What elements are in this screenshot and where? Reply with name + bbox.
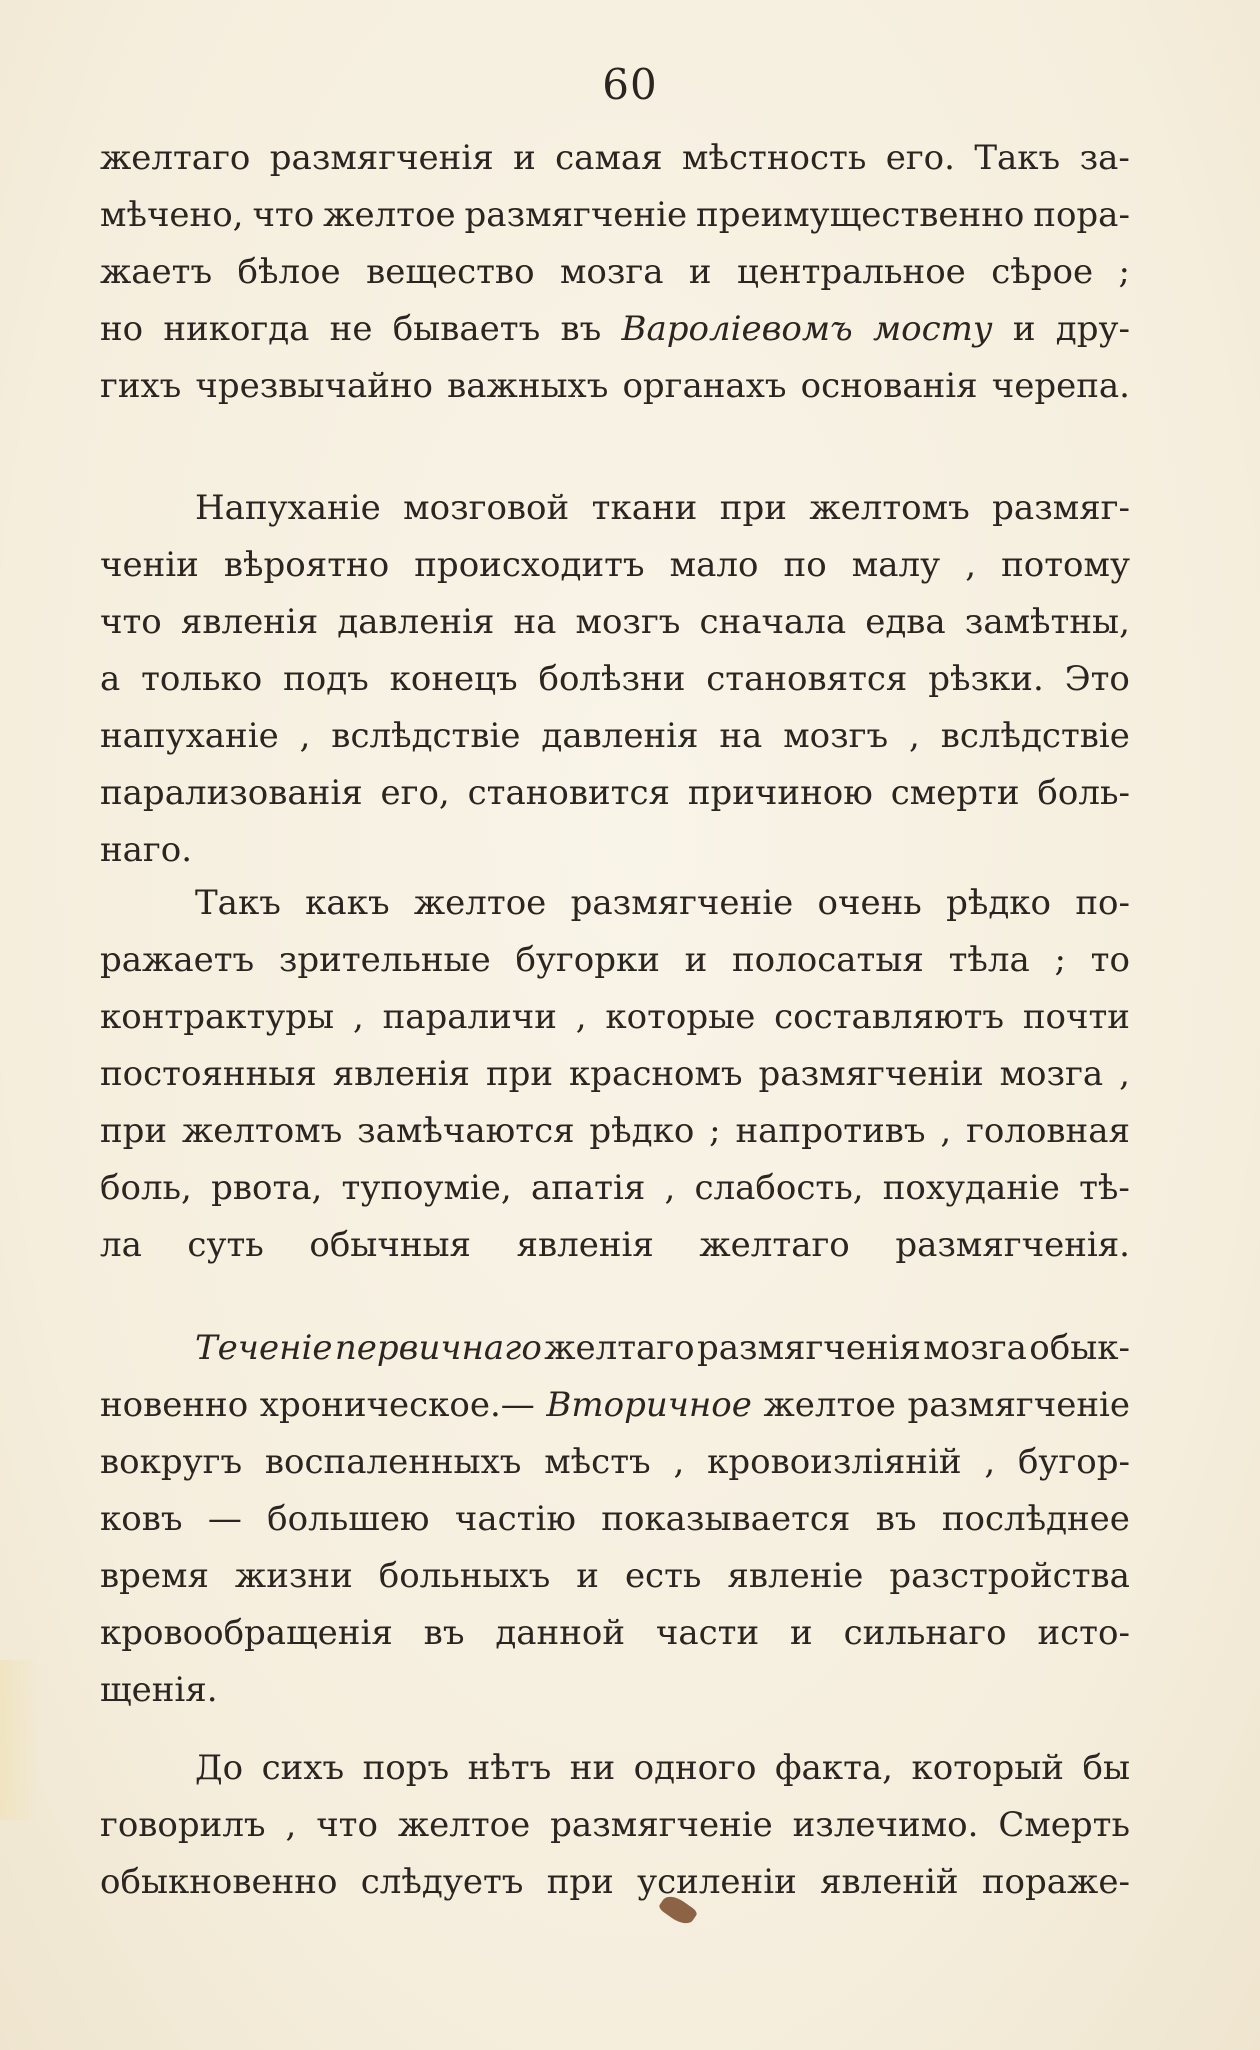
word: больныхъ — [378, 1556, 551, 1596]
word: но — [100, 309, 144, 349]
word: давленія — [337, 602, 495, 642]
word: щенія. — [100, 1670, 218, 1710]
word: рѣдко — [589, 1111, 695, 1151]
text-line — [100, 1320, 1130, 1377]
word: который — [911, 1748, 1064, 1788]
word: явленія — [516, 1225, 654, 1265]
word: , — [352, 997, 364, 1037]
word: напуханіе — [100, 716, 279, 756]
text-line — [100, 1377, 1130, 1434]
word: чрезвычайно — [195, 366, 434, 406]
word: малу — [851, 545, 941, 585]
word: исто- — [1037, 1613, 1130, 1653]
word: есть — [624, 1556, 702, 1596]
word: въ — [560, 309, 602, 349]
word: , — [1119, 1054, 1130, 1094]
paper-stain — [0, 1660, 40, 1820]
text-line — [100, 765, 1130, 822]
word: конецъ — [389, 659, 518, 699]
text-line — [100, 480, 1130, 537]
word: кровообращенія — [100, 1613, 393, 1653]
word: при — [546, 1862, 614, 1902]
word: ни — [569, 1748, 616, 1788]
word: по- — [1075, 883, 1130, 923]
word: Это — [1064, 659, 1130, 699]
word: за- — [1079, 138, 1130, 178]
word: при — [719, 488, 787, 528]
text-line — [100, 594, 1130, 651]
word: излечимо. — [792, 1805, 979, 1845]
word: послѣднее — [941, 1499, 1130, 1539]
text-line — [100, 822, 1130, 879]
word: , — [299, 716, 311, 756]
word: , — [575, 997, 587, 1037]
text-line — [100, 1434, 1130, 1491]
word: , — [285, 1805, 297, 1845]
text-line — [100, 1548, 1130, 1605]
word: говорилъ — [100, 1805, 266, 1845]
word: мѣстъ — [544, 1442, 651, 1482]
word: мозга — [923, 1328, 1027, 1368]
word: что — [316, 1805, 378, 1845]
word: составляютъ — [774, 997, 1005, 1037]
word: время — [100, 1556, 209, 1596]
word: давленія — [541, 716, 699, 756]
word: явленій — [820, 1862, 959, 1902]
word: потому — [1001, 545, 1130, 585]
word: сихъ — [261, 1748, 345, 1788]
word: частію — [454, 1499, 576, 1539]
word: ченіи — [100, 545, 199, 585]
word: ла — [100, 1225, 142, 1265]
word: размягченія. — [895, 1225, 1130, 1265]
word: вслѣдствіе — [331, 716, 521, 756]
text-line — [100, 130, 1130, 187]
word: обыкновенно — [100, 1862, 338, 1902]
word: ковъ — [100, 1499, 183, 1539]
text-line — [100, 244, 1130, 301]
word: и — [1012, 309, 1036, 349]
word: ; — [1118, 252, 1130, 292]
word: явленія — [180, 602, 319, 642]
word: желтаго — [699, 1225, 850, 1265]
word: рѣдко — [946, 883, 1052, 923]
word: Вароліевомъ — [621, 309, 853, 349]
word: никогда — [163, 309, 310, 349]
word: пораже- — [981, 1862, 1130, 1902]
word: размягченіе — [570, 883, 794, 923]
word: ; — [1054, 940, 1066, 980]
word: полосатыя — [732, 940, 924, 980]
text-line — [100, 537, 1130, 594]
word: что — [100, 602, 162, 642]
text-line — [100, 1740, 1130, 1797]
text-line — [100, 187, 1130, 244]
word: явленія — [332, 1054, 470, 1094]
word: размягченіи — [758, 1054, 984, 1094]
text-line — [100, 708, 1130, 765]
word: жаетъ — [100, 252, 213, 292]
text-line — [100, 1491, 1130, 1548]
word: поръ — [362, 1748, 450, 1788]
word: , — [908, 716, 920, 756]
word: его. — [885, 138, 955, 178]
word: бугорки — [515, 940, 660, 980]
word: , — [940, 1111, 952, 1151]
text-line — [100, 1046, 1130, 1103]
word: и — [513, 138, 536, 178]
word: обык- — [1029, 1328, 1130, 1368]
word: вѣроятно — [223, 545, 390, 585]
word: при — [100, 1111, 168, 1151]
word: тѣ- — [1079, 1168, 1130, 1208]
word: бы — [1082, 1748, 1130, 1788]
word: части — [655, 1613, 760, 1653]
word: Смерть — [998, 1805, 1130, 1845]
word: ткани — [591, 488, 698, 528]
paragraph — [100, 875, 1130, 1274]
text-line — [100, 1605, 1130, 1662]
word: не — [329, 309, 373, 349]
word: , — [664, 1168, 676, 1208]
word: мозговой — [403, 488, 570, 528]
word: по — [783, 545, 827, 585]
paragraph — [100, 1740, 1130, 1911]
text-line — [100, 1217, 1130, 1274]
word: едва — [865, 602, 946, 642]
word: и — [684, 940, 708, 980]
text-line — [100, 1662, 1130, 1719]
word: при — [485, 1054, 554, 1094]
word: параличи — [382, 997, 557, 1037]
word: желтомъ — [181, 1111, 343, 1151]
word: явленіе — [727, 1556, 864, 1596]
word: хроническое.— — [259, 1385, 535, 1425]
word: замѣчаются — [357, 1111, 575, 1151]
word: большею — [267, 1499, 430, 1539]
word: въ — [875, 1499, 917, 1539]
word: мосту — [872, 309, 993, 349]
word: мозга — [999, 1054, 1104, 1094]
word: До — [195, 1748, 244, 1788]
word: бываетъ — [392, 309, 541, 349]
text-line — [100, 1103, 1130, 1160]
word: Такъ — [195, 883, 281, 923]
word: желтомъ — [809, 488, 970, 528]
word: мѣчено, — [100, 195, 244, 235]
word: на — [513, 602, 557, 642]
word: очень — [817, 883, 922, 923]
word: разстройства — [889, 1556, 1130, 1596]
word: рвота, — [211, 1168, 323, 1208]
word: слабость, — [694, 1168, 864, 1208]
text-line — [100, 989, 1130, 1046]
word: подъ — [283, 659, 369, 699]
word: факта, — [774, 1748, 893, 1788]
word: то — [1090, 940, 1130, 980]
page-number: 60 — [602, 60, 658, 109]
word: суть — [187, 1225, 264, 1265]
text-line — [100, 1854, 1130, 1911]
word: парализованія — [100, 773, 363, 813]
word: размягченія — [269, 138, 494, 178]
text-line — [100, 932, 1130, 989]
word: зрительные — [278, 940, 491, 980]
word: причиною — [687, 773, 873, 813]
word: гихъ — [100, 366, 182, 406]
word: первичнаго — [334, 1328, 542, 1368]
word: которые — [605, 997, 756, 1037]
word: какъ — [305, 883, 390, 923]
word: желтаго — [544, 1328, 695, 1368]
word: вслѣдствіе — [940, 716, 1130, 756]
word: черепа. — [991, 366, 1130, 406]
word: смерти — [890, 773, 1020, 813]
word: тѣла — [948, 940, 1030, 980]
word: замѣтны, — [964, 602, 1130, 642]
word: усиленіи — [637, 1862, 797, 1902]
word: размягченіе — [907, 1385, 1130, 1425]
word: напротивъ — [735, 1111, 926, 1151]
word: что — [252, 195, 315, 235]
word: и — [688, 252, 712, 292]
word: , — [984, 1442, 996, 1482]
word: головная — [966, 1111, 1130, 1151]
paragraph — [100, 130, 1130, 415]
word: размяг- — [992, 488, 1130, 528]
text-line — [100, 301, 1130, 358]
word: мозгъ — [783, 716, 889, 756]
word: мозга — [559, 252, 664, 292]
word: происходитъ — [414, 545, 645, 585]
paragraph — [100, 480, 1130, 879]
word: обычныя — [309, 1225, 471, 1265]
word: ; — [709, 1111, 721, 1151]
word: новенно — [100, 1385, 249, 1425]
word: постоянныя — [100, 1054, 317, 1094]
word: боль- — [1037, 773, 1130, 813]
word: , — [673, 1442, 685, 1482]
word: размягченія — [697, 1328, 921, 1368]
word: Вторичное — [546, 1385, 752, 1425]
word: важныхъ — [447, 366, 609, 406]
word: сначала — [699, 602, 847, 642]
word: центральное — [736, 252, 966, 292]
word: преимущественно — [696, 195, 1025, 235]
word: бугор- — [1017, 1442, 1130, 1482]
word: мозгъ — [575, 602, 681, 642]
word: рѣзки. — [928, 659, 1044, 699]
word: — — [207, 1499, 242, 1539]
word: желтое — [413, 883, 547, 923]
paragraph — [100, 1320, 1130, 1719]
word: почти — [1022, 997, 1130, 1037]
text-line — [100, 1160, 1130, 1217]
text-line — [100, 1797, 1130, 1854]
text-line — [100, 651, 1130, 708]
word: сѣрое — [991, 252, 1094, 292]
word: органахъ — [622, 366, 787, 406]
word: воспаленныхъ — [264, 1442, 522, 1482]
word: въ — [423, 1613, 465, 1653]
word: , — [965, 545, 976, 585]
word: Такъ — [974, 138, 1061, 178]
word: сильнаго — [843, 1613, 1007, 1653]
word: данной — [495, 1613, 625, 1653]
word: становится — [467, 773, 670, 813]
word: наго. — [100, 830, 193, 870]
word: слѣдуетъ — [360, 1862, 524, 1902]
word: красномъ — [569, 1054, 743, 1094]
word: размягченіе — [464, 195, 688, 235]
word: показывается — [601, 1499, 851, 1539]
word: становятся — [706, 659, 908, 699]
word: пора- — [1033, 195, 1130, 235]
word: боль, — [100, 1168, 192, 1208]
word: тупоуміе, — [341, 1168, 512, 1208]
word: жизни — [234, 1556, 353, 1596]
word: болѣзни — [538, 659, 686, 699]
word: мѣстность — [682, 138, 867, 178]
word: на — [719, 716, 763, 756]
word: и — [576, 1556, 599, 1596]
text-line — [100, 875, 1130, 932]
word: дру- — [1055, 309, 1130, 349]
word: желтое — [323, 195, 456, 235]
word: нѣтъ — [467, 1748, 552, 1788]
word: а — [100, 659, 121, 699]
word: кровоизліяній — [707, 1442, 962, 1482]
word: контрактуры — [100, 997, 335, 1037]
word: вещество — [366, 252, 535, 292]
word: желтое — [397, 1805, 531, 1845]
word: и — [790, 1613, 813, 1653]
word: мало — [669, 545, 759, 585]
word: желтаго — [100, 138, 251, 178]
word: размягченіе — [550, 1805, 773, 1845]
word: только — [141, 659, 263, 699]
word: похуданіе — [882, 1168, 1060, 1208]
word: Напуханіе — [195, 488, 381, 528]
word: основанія — [800, 366, 978, 406]
word: самая — [555, 138, 663, 178]
word: его, — [380, 773, 450, 813]
word: желтое — [763, 1385, 896, 1425]
word: апатія — [530, 1168, 646, 1208]
word: одного — [633, 1748, 757, 1788]
word: вокругъ — [100, 1442, 243, 1482]
text-line — [100, 358, 1130, 415]
word: бѣлое — [237, 252, 341, 292]
word: Теченіе — [195, 1328, 333, 1368]
word: ражаетъ — [100, 940, 255, 980]
